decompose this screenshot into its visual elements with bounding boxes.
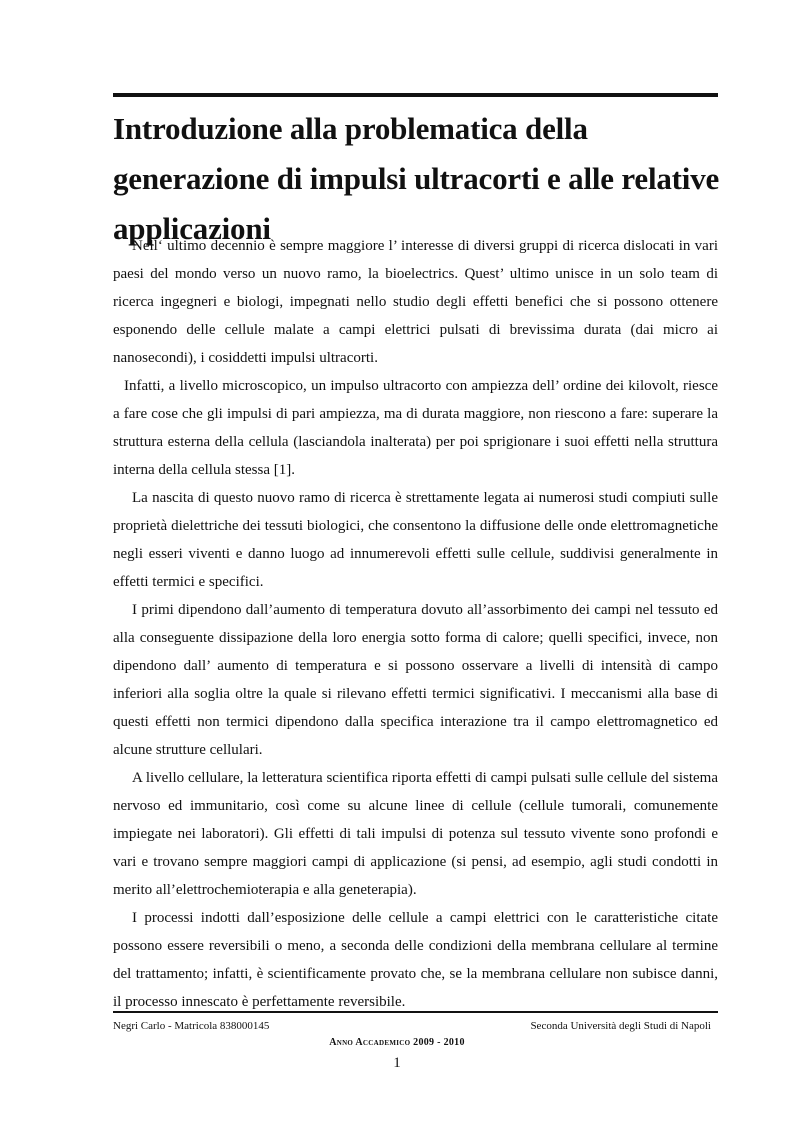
paragraph: I primi dipendono dall’aumento di temperatura dovuto all’assorbimento dei campi nel tessuto ed alla conseguente dissipazione della loro energia sotto forma di calore; quelli specifici, invece, non dipendono dall’ aumento di temperatura e si possono osservare a livelli di intensità di campo inferiori alla soglia oltre la quale si rilevano effetti termici significativi. I meccanismi alla base di questi effetti non termici dipendono dalla specifica interazione tra il campo elettromagnetico ed alcune strutture cellulari. [113,602,718,758]
paragraph: Nell‘ ultimo decennio è sempre maggiore l’ interesse di diversi gruppi di ricerca dislocati in vari paesi del mondo verso un nuovo ramo, la bioelectrics. Quest’ ultimo unisce in un solo team di ricerca ingegneri e biologi, impegnati nello studio degli effetti benefici che si possono ottenere esponendo delle cellule malate a campi elettrici pulsati di brevissima durata (dai micro ai nanosecondi), i cosiddetti impulsi ultracorti. [113,238,718,366]
paragraph: I processi indotti dall’esposizione delle cellule a campi elettrici con le caratteristiche citate possono essere reversibili o meno, a seconda delle condizioni della membrana cellulare al termine del trattamento; infatti, è scientificamente provato che, se la membrana cellulare non subisce danni, il processo innescato è perfettamente reversibile. [113,910,718,1010]
page-number: 1 [393,1055,401,1071]
footer-university: Seconda Università degli Studi di Napoli [530,1020,711,1032]
footer-rule [113,1011,718,1013]
footer-academic-year: Anno Accademico 2009 - 2010 [329,1037,465,1048]
paragraph: Infatti, a livello microscopico, un impulso ultracorto con ampiezza dell’ ordine dei kilovolt, riesce a fare cose che gli impulsi di pari ampiezza, ma di durata maggiore, non riescono a fare: superare la struttura esterna della cellula (lasciandola inalterata) per poi sprigionare i suoi effetti nella struttura interna della cellula stessa [1]. [113,378,718,478]
title-top-rule [113,93,718,97]
chapter-title: Introduzione alla problematica della generazione di impulsi ultracorti e alle relative applicazioni [113,111,720,246]
footer-author: Negri Carlo - Matricola 838000145 [113,1020,270,1032]
paragraph: A livello cellulare, la letteratura scientifica riporta effetti di campi pulsati sulle cellule del sistema nervoso ed immunitario, così come su alcune linee di cellule (cellule tumorali, comunemente impiegate nei laboratori). Gli effetti di tali impulsi di potenza sul tessuto vivente sono profondi e vari e trovano sempre maggiori campi di applicazione (si pensi, ad esempio, agli studi condotti in merito all’elettrochemioterapia e alla geneterapia). [113,770,718,898]
paragraph: La nascita di questo nuovo ramo di ricerca è strettamente legata ai numerosi studi compiuti sulle proprietà dielettriche dei tessuti biologici, che consentono la diffusione delle onde elettromagnetiche negli esseri viventi e danno luogo ad innumerevoli effetti sulle cellule, suddivisi generalmente in effetti termici e specifici. [113,490,718,590]
body-text [113,232,718,1016]
